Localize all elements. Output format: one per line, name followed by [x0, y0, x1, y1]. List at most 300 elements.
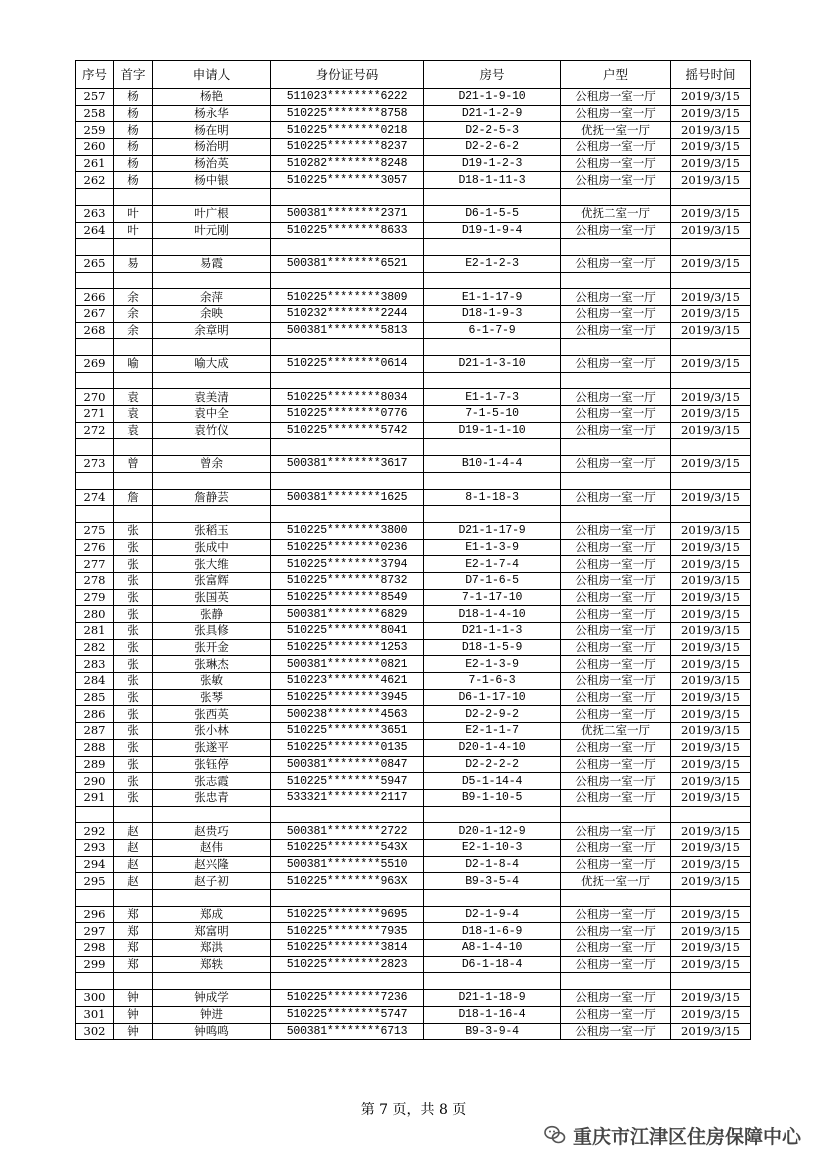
cell-id-number: 510225********963X: [271, 873, 424, 890]
cell-id-number: 510223********4621: [271, 673, 424, 690]
cell-room-number: D20-1-4-10: [424, 739, 561, 756]
cell-id-number: 500381********5813: [271, 322, 424, 339]
empty-cell: [424, 339, 561, 356]
cell-initial: 张: [114, 773, 153, 790]
empty-cell: [76, 372, 114, 389]
cell-lottery-date: 2019/3/15: [671, 205, 751, 222]
cell-lottery-date: 2019/3/15: [671, 172, 751, 189]
cell-unit-type: 公租房一室一厅: [561, 1023, 671, 1040]
cell-index: 300: [76, 990, 114, 1007]
table-row: [76, 689, 751, 706]
cell-index: 269: [76, 356, 114, 373]
cell-id-number: 500381********3617: [271, 456, 424, 473]
cell-unit-type: 公租房一室一厅: [561, 305, 671, 322]
cell-index: 276: [76, 539, 114, 556]
cell-initial: 张: [114, 556, 153, 573]
cell-id-number: 510225********8633: [271, 222, 424, 239]
table-row: [76, 873, 751, 890]
table-row: [76, 556, 751, 573]
table-row: [76, 255, 751, 272]
empty-cell: [114, 973, 153, 990]
cell-id-number: 510225********0776: [271, 406, 424, 423]
cell-id-number: 510225********1253: [271, 639, 424, 656]
cell-lottery-date: 2019/3/15: [671, 940, 751, 957]
empty-cell: [671, 439, 751, 456]
cell-applicant: 张忠青: [153, 789, 271, 806]
cell-room-number: B9-3-9-4: [424, 1023, 561, 1040]
empty-cell: [76, 973, 114, 990]
cell-index: 281: [76, 623, 114, 640]
table-row: [76, 406, 751, 423]
cell-lottery-date: 2019/3/15: [671, 606, 751, 623]
cell-room-number: D19-1-2-3: [424, 155, 561, 172]
empty-cell: [114, 339, 153, 356]
cell-id-number: 500381********6521: [271, 255, 424, 272]
cell-applicant: 余映: [153, 305, 271, 322]
cell-id-number: 500381********1625: [271, 489, 424, 506]
empty-cell: [424, 189, 561, 206]
cell-initial: 袁: [114, 422, 153, 439]
empty-cell: [153, 806, 271, 823]
watermark-text: 重庆市江津区住房保障中心: [572, 1125, 801, 1148]
cell-initial: 袁: [114, 389, 153, 406]
empty-cell: [76, 439, 114, 456]
cell-lottery-date: 2019/3/15: [671, 589, 751, 606]
cell-id-number: 510225********3814: [271, 940, 424, 957]
cell-applicant: 杨中银: [153, 172, 271, 189]
empty-cell: [76, 339, 114, 356]
cell-unit-type: 公租房一室一厅: [561, 990, 671, 1007]
cell-index: 265: [76, 255, 114, 272]
empty-cell: [76, 272, 114, 289]
empty-cell: [271, 506, 424, 523]
cell-unit-type: 公租房一室一厅: [561, 956, 671, 973]
table-row: [76, 589, 751, 606]
cell-initial: 袁: [114, 406, 153, 423]
cell-applicant: 张具修: [153, 623, 271, 640]
cell-applicant: 袁竹仪: [153, 422, 271, 439]
cell-applicant: 张富辉: [153, 572, 271, 589]
empty-cell: [114, 806, 153, 823]
separator-row: [76, 272, 751, 289]
cell-lottery-date: 2019/3/15: [671, 255, 751, 272]
table-row: [76, 673, 751, 690]
cell-initial: 张: [114, 673, 153, 690]
empty-cell: [424, 472, 561, 489]
cell-index: 273: [76, 456, 114, 473]
empty-cell: [271, 973, 424, 990]
cell-id-number: 510225********8034: [271, 389, 424, 406]
cell-index: 299: [76, 956, 114, 973]
cell-id-number: 510225********0218: [271, 122, 424, 139]
table-row: [76, 789, 751, 806]
cell-lottery-date: 2019/3/15: [671, 956, 751, 973]
cell-initial: 喻: [114, 356, 153, 373]
cell-index: 301: [76, 1006, 114, 1023]
cell-unit-type: 公租房一室一厅: [561, 289, 671, 306]
cell-applicant: 郑轶: [153, 956, 271, 973]
cell-unit-type: 公租房一室一厅: [561, 839, 671, 856]
empty-cell: [76, 472, 114, 489]
cell-unit-type: 公租房一室一厅: [561, 422, 671, 439]
table-row: [76, 322, 751, 339]
cell-lottery-date: 2019/3/15: [671, 322, 751, 339]
cell-applicant: 赵贵巧: [153, 823, 271, 840]
cell-id-number: 510225********5742: [271, 422, 424, 439]
empty-cell: [114, 239, 153, 256]
cell-initial: 郑: [114, 923, 153, 940]
cell-id-number: 510225********8549: [271, 589, 424, 606]
empty-cell: [271, 439, 424, 456]
table-row: [76, 739, 751, 756]
cell-index: 278: [76, 572, 114, 589]
cell-initial: 张: [114, 572, 153, 589]
cell-lottery-date: 2019/3/15: [671, 456, 751, 473]
cell-unit-type: 公租房一室一厅: [561, 756, 671, 773]
empty-cell: [76, 189, 114, 206]
cell-lottery-date: 2019/3/15: [671, 1023, 751, 1040]
cell-room-number: D6-1-17-10: [424, 689, 561, 706]
cell-id-number: 510225********5947: [271, 773, 424, 790]
cell-initial: 杨: [114, 139, 153, 156]
cell-unit-type: 公租房一室一厅: [561, 406, 671, 423]
cell-index: 291: [76, 789, 114, 806]
cell-lottery-date: 2019/3/15: [671, 222, 751, 239]
cell-id-number: 533321********2117: [271, 789, 424, 806]
cell-applicant: 杨艳: [153, 89, 271, 106]
empty-cell: [271, 272, 424, 289]
empty-cell: [561, 806, 671, 823]
cell-unit-type: 公租房一室一厅: [561, 940, 671, 957]
table-row: [76, 89, 751, 106]
page-number: 第 7 页，共 8 页: [360, 1102, 467, 1118]
table-row: [76, 356, 751, 373]
cell-initial: 张: [114, 522, 153, 539]
cell-applicant: 张西英: [153, 706, 271, 723]
table-row: [76, 305, 751, 322]
cell-unit-type: 公租房一室一厅: [561, 739, 671, 756]
header-lottery-date: 摇号时间: [671, 61, 751, 89]
cell-unit-type: 公租房一室一厅: [561, 89, 671, 106]
cell-unit-type: 公租房一室一厅: [561, 489, 671, 506]
cell-lottery-date: 2019/3/15: [671, 906, 751, 923]
empty-cell: [671, 272, 751, 289]
cell-applicant: 张小林: [153, 723, 271, 740]
empty-cell: [561, 272, 671, 289]
empty-cell: [561, 439, 671, 456]
table-row: [76, 1006, 751, 1023]
cell-lottery-date: 2019/3/15: [671, 122, 751, 139]
cell-unit-type: 公租房一室一厅: [561, 222, 671, 239]
cell-unit-type: 公租房一室一厅: [561, 773, 671, 790]
cell-id-number: 511023********6222: [271, 89, 424, 106]
table-row: [76, 940, 751, 957]
table-row: [76, 572, 751, 589]
cell-room-number: D21-1-1-3: [424, 623, 561, 640]
cell-applicant: 张稻玉: [153, 522, 271, 539]
empty-cell: [114, 506, 153, 523]
cell-id-number: 510225********8758: [271, 105, 424, 122]
cell-room-number: 7-1-5-10: [424, 406, 561, 423]
empty-cell: [561, 239, 671, 256]
cell-room-number: D5-1-14-4: [424, 773, 561, 790]
cell-index: 290: [76, 773, 114, 790]
table-row: [76, 656, 751, 673]
cell-lottery-date: 2019/3/15: [671, 823, 751, 840]
cell-room-number: 7-1-6-3: [424, 673, 561, 690]
cell-index: 286: [76, 706, 114, 723]
cell-unit-type: 公租房一室一厅: [561, 1006, 671, 1023]
cell-unit-type: 公租房一室一厅: [561, 589, 671, 606]
cell-room-number: D2-2-9-2: [424, 706, 561, 723]
cell-id-number: 510225********7935: [271, 923, 424, 940]
empty-cell: [153, 189, 271, 206]
empty-cell: [424, 806, 561, 823]
table-row: [76, 839, 751, 856]
cell-lottery-date: 2019/3/15: [671, 923, 751, 940]
cell-index: 272: [76, 422, 114, 439]
empty-cell: [561, 189, 671, 206]
empty-cell: [76, 239, 114, 256]
cell-room-number: E2-1-1-7: [424, 723, 561, 740]
cell-room-number: D2-1-9-4: [424, 906, 561, 923]
cell-index: 257: [76, 89, 114, 106]
table-row: [76, 623, 751, 640]
separator-row: [76, 439, 751, 456]
cell-room-number: D19-1-1-10: [424, 422, 561, 439]
cell-id-number: 500381********2722: [271, 823, 424, 840]
cell-id-number: 500238********4563: [271, 706, 424, 723]
cell-index: 285: [76, 689, 114, 706]
cell-index: 277: [76, 556, 114, 573]
cell-lottery-date: 2019/3/15: [671, 756, 751, 773]
cell-index: 274: [76, 489, 114, 506]
cell-initial: 易: [114, 255, 153, 272]
cell-initial: 郑: [114, 940, 153, 957]
cell-room-number: D2-1-8-4: [424, 856, 561, 873]
cell-applicant: 张志霞: [153, 773, 271, 790]
table-row: [76, 172, 751, 189]
empty-cell: [76, 890, 114, 907]
cell-initial: 张: [114, 539, 153, 556]
cell-applicant: 杨在明: [153, 122, 271, 139]
table-row: [76, 1023, 751, 1040]
cell-index: 284: [76, 673, 114, 690]
table-row: [76, 522, 751, 539]
empty-cell: [671, 339, 751, 356]
empty-cell: [153, 472, 271, 489]
cell-unit-type: 公租房一室一厅: [561, 389, 671, 406]
cell-lottery-date: 2019/3/15: [671, 389, 751, 406]
empty-cell: [153, 339, 271, 356]
separator-row: [76, 806, 751, 823]
cell-initial: 钟: [114, 1006, 153, 1023]
cell-index: 293: [76, 839, 114, 856]
cell-applicant: 詹静芸: [153, 489, 271, 506]
cell-lottery-date: 2019/3/15: [671, 539, 751, 556]
cell-initial: 张: [114, 639, 153, 656]
cell-index: 288: [76, 739, 114, 756]
empty-cell: [561, 472, 671, 489]
separator-row: [76, 472, 751, 489]
cell-applicant: 张遂平: [153, 739, 271, 756]
cell-lottery-date: 2019/3/15: [671, 856, 751, 873]
cell-unit-type: 公租房一室一厅: [561, 456, 671, 473]
cell-lottery-date: 2019/3/15: [671, 406, 751, 423]
cell-room-number: B9-3-5-4: [424, 873, 561, 890]
cell-index: 296: [76, 906, 114, 923]
cell-id-number: 510225********7236: [271, 990, 424, 1007]
table-header-row: [76, 61, 751, 89]
cell-index: 302: [76, 1023, 114, 1040]
cell-index: 275: [76, 522, 114, 539]
cell-lottery-date: 2019/3/15: [671, 706, 751, 723]
cell-index: 258: [76, 105, 114, 122]
cell-index: 298: [76, 940, 114, 957]
cell-applicant: 张成中: [153, 539, 271, 556]
cell-lottery-date: 2019/3/15: [671, 139, 751, 156]
cell-initial: 杨: [114, 122, 153, 139]
header-initial: 首字: [114, 61, 153, 89]
cell-unit-type: 公租房一室一厅: [561, 706, 671, 723]
cell-applicant: 易霞: [153, 255, 271, 272]
cell-applicant: 杨永华: [153, 105, 271, 122]
cell-unit-type: 公租房一室一厅: [561, 155, 671, 172]
cell-index: 270: [76, 389, 114, 406]
cell-room-number: E1-1-17-9: [424, 289, 561, 306]
cell-initial: 余: [114, 289, 153, 306]
empty-cell: [271, 472, 424, 489]
cell-applicant: 叶元刚: [153, 222, 271, 239]
cell-lottery-date: 2019/3/15: [671, 990, 751, 1007]
cell-initial: 钟: [114, 1023, 153, 1040]
empty-cell: [671, 189, 751, 206]
cell-initial: 杨: [114, 105, 153, 122]
cell-index: 289: [76, 756, 114, 773]
empty-cell: [271, 239, 424, 256]
cell-id-number: 510225********3651: [271, 723, 424, 740]
cell-initial: 钟: [114, 990, 153, 1007]
empty-cell: [671, 372, 751, 389]
cell-applicant: 袁中全: [153, 406, 271, 423]
cell-applicant: 张敏: [153, 673, 271, 690]
header-unit-type: 户型: [561, 61, 671, 89]
cell-unit-type: 公租房一室一厅: [561, 673, 671, 690]
empty-cell: [424, 890, 561, 907]
empty-cell: [114, 189, 153, 206]
cell-id-number: 500381********6829: [271, 606, 424, 623]
cell-room-number: D20-1-12-9: [424, 823, 561, 840]
cell-lottery-date: 2019/3/15: [671, 656, 751, 673]
cell-id-number: 510225********3945: [271, 689, 424, 706]
cell-initial: 张: [114, 623, 153, 640]
cell-lottery-date: 2019/3/15: [671, 1006, 751, 1023]
empty-cell: [671, 506, 751, 523]
table-row: [76, 139, 751, 156]
cell-index: 295: [76, 873, 114, 890]
cell-applicant: 余章明: [153, 322, 271, 339]
empty-cell: [424, 239, 561, 256]
header-id-number: 身份证号码: [271, 61, 424, 89]
empty-cell: [271, 890, 424, 907]
cell-lottery-date: 2019/3/15: [671, 289, 751, 306]
empty-cell: [671, 973, 751, 990]
empty-cell: [153, 272, 271, 289]
cell-id-number: 510232********2244: [271, 305, 424, 322]
cell-applicant: 郑富明: [153, 923, 271, 940]
cell-lottery-date: 2019/3/15: [671, 356, 751, 373]
cell-applicant: 张大维: [153, 556, 271, 573]
table-row: [76, 289, 751, 306]
table-row: [76, 923, 751, 940]
allocation-table-container: [75, 60, 750, 1040]
empty-cell: [153, 973, 271, 990]
empty-cell: [561, 372, 671, 389]
empty-cell: [153, 506, 271, 523]
cell-applicant: 郑成: [153, 906, 271, 923]
empty-cell: [561, 339, 671, 356]
table-row: [76, 389, 751, 406]
cell-room-number: D6-1-5-5: [424, 205, 561, 222]
cell-applicant: 张开金: [153, 639, 271, 656]
empty-cell: [424, 973, 561, 990]
table-body: [76, 89, 751, 1040]
cell-applicant: 张琴: [153, 689, 271, 706]
cell-lottery-date: 2019/3/15: [671, 723, 751, 740]
cell-applicant: 余萍: [153, 289, 271, 306]
table-row: [76, 155, 751, 172]
empty-cell: [561, 973, 671, 990]
cell-index: 279: [76, 589, 114, 606]
cell-room-number: D7-1-6-5: [424, 572, 561, 589]
table-row: [76, 489, 751, 506]
cell-unit-type: 公租房一室一厅: [561, 923, 671, 940]
empty-cell: [561, 890, 671, 907]
cell-initial: 叶: [114, 222, 153, 239]
cell-lottery-date: 2019/3/15: [671, 522, 751, 539]
table-row: [76, 422, 751, 439]
cell-lottery-date: 2019/3/15: [671, 773, 751, 790]
cell-unit-type: 公租房一室一厅: [561, 139, 671, 156]
cell-room-number: 7-1-17-10: [424, 589, 561, 606]
cell-initial: 赵: [114, 856, 153, 873]
empty-cell: [114, 272, 153, 289]
cell-room-number: E1-1-7-3: [424, 389, 561, 406]
cell-room-number: D21-1-9-10: [424, 89, 561, 106]
cell-applicant: 赵伟: [153, 839, 271, 856]
cell-index: 259: [76, 122, 114, 139]
cell-lottery-date: 2019/3/15: [671, 572, 751, 589]
cell-initial: 张: [114, 606, 153, 623]
cell-unit-type: 公租房一室一厅: [561, 522, 671, 539]
cell-room-number: D18-1-5-9: [424, 639, 561, 656]
cell-lottery-date: 2019/3/15: [671, 673, 751, 690]
cell-unit-type: 公租房一室一厅: [561, 172, 671, 189]
cell-index: 260: [76, 139, 114, 156]
cell-initial: 赵: [114, 823, 153, 840]
empty-cell: [424, 506, 561, 523]
cell-room-number: D21-1-18-9: [424, 990, 561, 1007]
cell-initial: 杨: [114, 172, 153, 189]
cell-index: 292: [76, 823, 114, 840]
table-row: [76, 706, 751, 723]
empty-cell: [271, 806, 424, 823]
cell-room-number: D21-1-2-9: [424, 105, 561, 122]
table-row: [76, 539, 751, 556]
separator-row: [76, 339, 751, 356]
table-row: [76, 639, 751, 656]
cell-lottery-date: 2019/3/15: [671, 623, 751, 640]
